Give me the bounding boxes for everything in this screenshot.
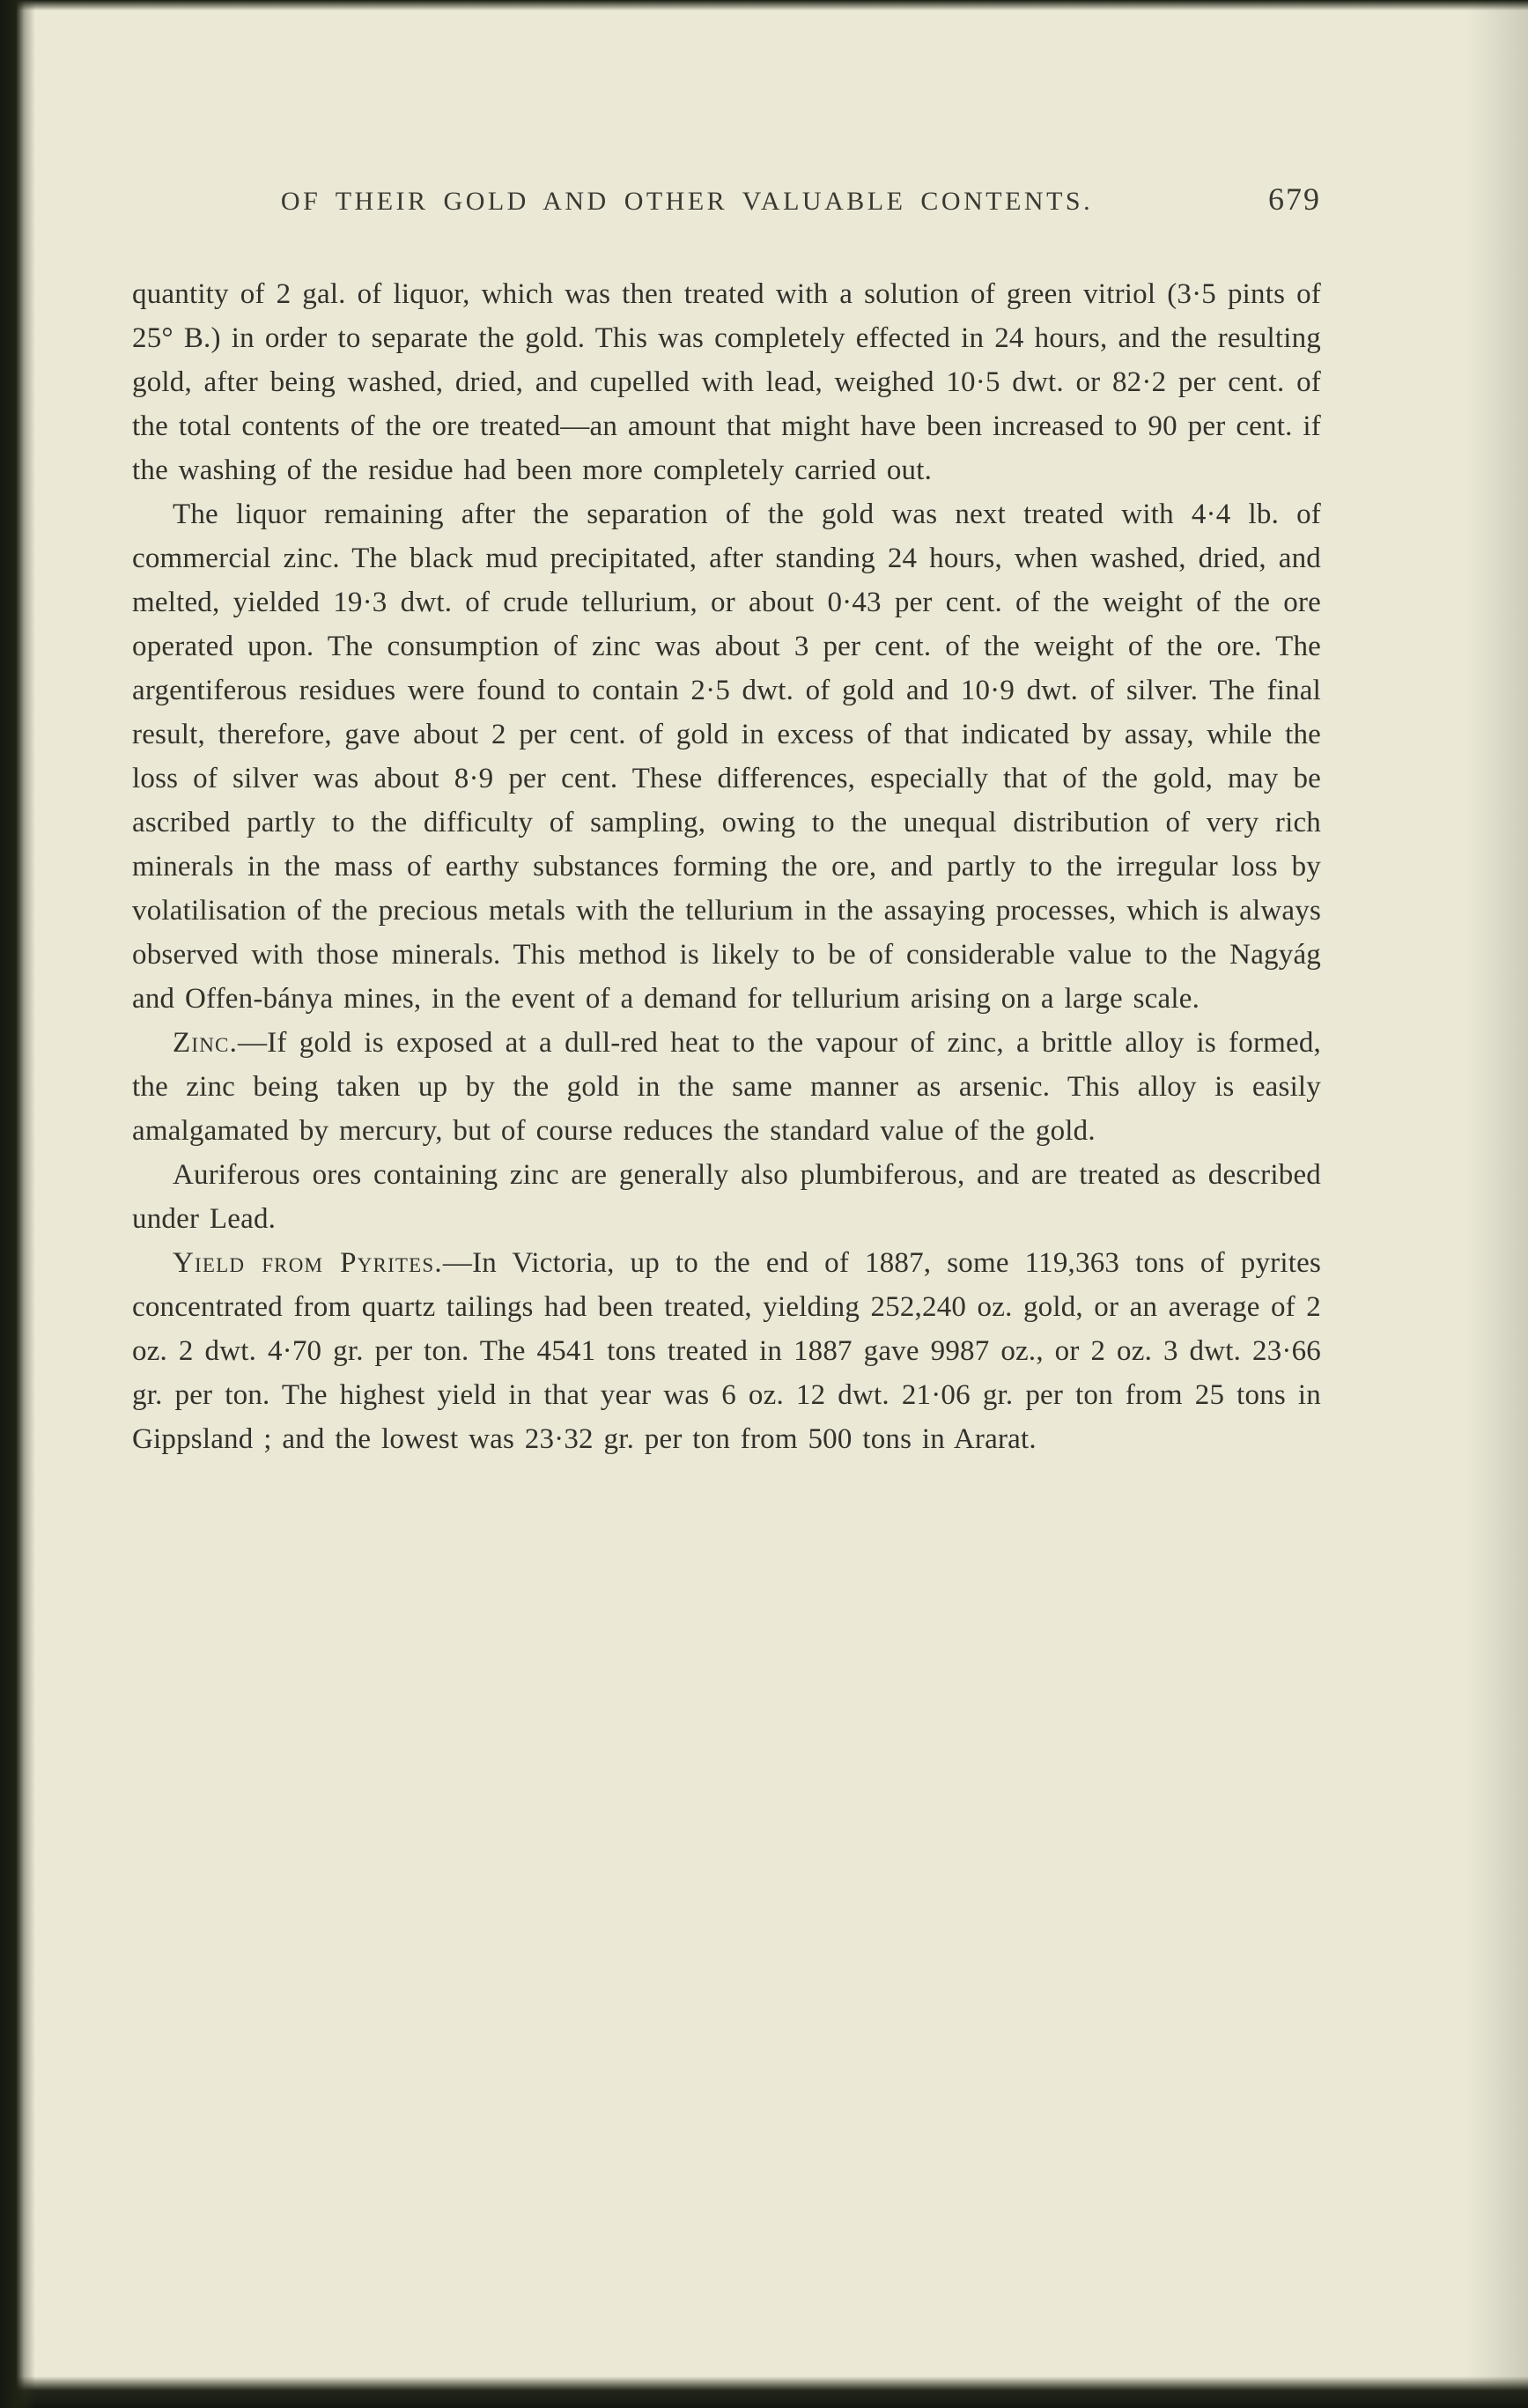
running-head-title: OF THEIR GOLD AND OTHER VALUABLE CONTENTS.: [280, 187, 1094, 216]
paragraph-1-text: quantity of 2 gal. of liquor, which was then treated with a solution of green vitriol (3·5 pints of 25° B.) in order to separate the gold. This was completely effected in 24 hours, and the resulting gold, after being washed, dried, and cupelled with lead, weighed 10·5 dwt. or 82·2 per cent. of the total contents of the ore treated—an amount that might have been increased to 90 per cent. if the washing of the residue had been more completely carried out.: [132, 278, 1321, 486]
paragraph-5: [132, 1241, 1321, 1461]
paragraph-5-text: —In Victoria, up to the end of 1887, some 119,363 tons of pyrites concentrated from quartz tailings had been treated, yielding 252,240 oz. gold, or an average of 2 oz. 2 dwt. 4·70 gr. per ton. The 4541 tons treated in 1887 gave 9987 oz., or 2 oz. 3 dwt. 23·66 gr. per ton. The highest yield in that year was 6 oz. 12 dwt. 21·06 gr. per ton from 25 tons in Gippsland ; and the lowest was 23·32 gr. per ton from 500 tons in Ararat.: [132, 1247, 1321, 1455]
paragraph-3-text: —If gold is exposed at a dull-red heat to the vapour of zinc, a brittle alloy is formed, the zinc being taken up by the gold in the same manner as arsenic. This alloy is easily amalgamated by mercury, but of course reduces the standard value of the gold.: [132, 1027, 1321, 1147]
scan-edge-left: [0, 0, 35, 2408]
scan-edge-right-shade: [1466, 0, 1528, 2408]
section-lead-yield-from-pyrites: Yield from Pyrites.: [173, 1247, 443, 1279]
scan-edge-top: [0, 0, 1528, 11]
page-content: [132, 181, 1321, 1461]
section-lead-zinc: Zinc.: [173, 1027, 239, 1059]
paragraph-4: [132, 1153, 1321, 1241]
page-body: [132, 272, 1321, 1461]
page-number: 679: [1268, 181, 1321, 217]
paragraph-2-text: The liquor remaining after the separation of the gold was next treated with 4·4 lb. of commercial zinc. The black mud precipitated, after standing 24 hours, when washed, dried, and melted, yielded 19·3 dwt. of crude tellurium, or about 0·43 per cent. of the weight of the ore operated upon. The consumption of zinc was about 3 per cent. of the weight of the ore. The argentiferous residues were found to contain 2·5 dwt. of gold and 10·9 dwt. of silver. The final result, therefore, gave about 2 per cent. of gold in excess of that indicated by assay, while the loss of silver was about 8·9 per cent. These differences, especially that of the gold, may be ascribed partly to the difficulty of sampling, owing to the unequal distribution of very rich minerals in the mass of earthy substances forming the ore, and partly to the irregular loss by volatilisation of the precious metals with the tellurium in the assaying processes, which is always observed with those minerals. This method is likely to be of considerable value to the Nagyág and Offen-bánya mines, in the event of a demand for tellurium arising on a large scale.: [132, 499, 1321, 1015]
paragraph-3: [132, 1021, 1321, 1153]
running-head: [132, 181, 1321, 218]
paragraph-4-text: Auriferous ores containing zinc are generally also plumbiferous, and are treated as described under Lead.: [132, 1159, 1321, 1235]
paragraph-1: [132, 272, 1321, 492]
paragraph-2: [132, 492, 1321, 1021]
scan-edge-bottom: [0, 2376, 1528, 2408]
